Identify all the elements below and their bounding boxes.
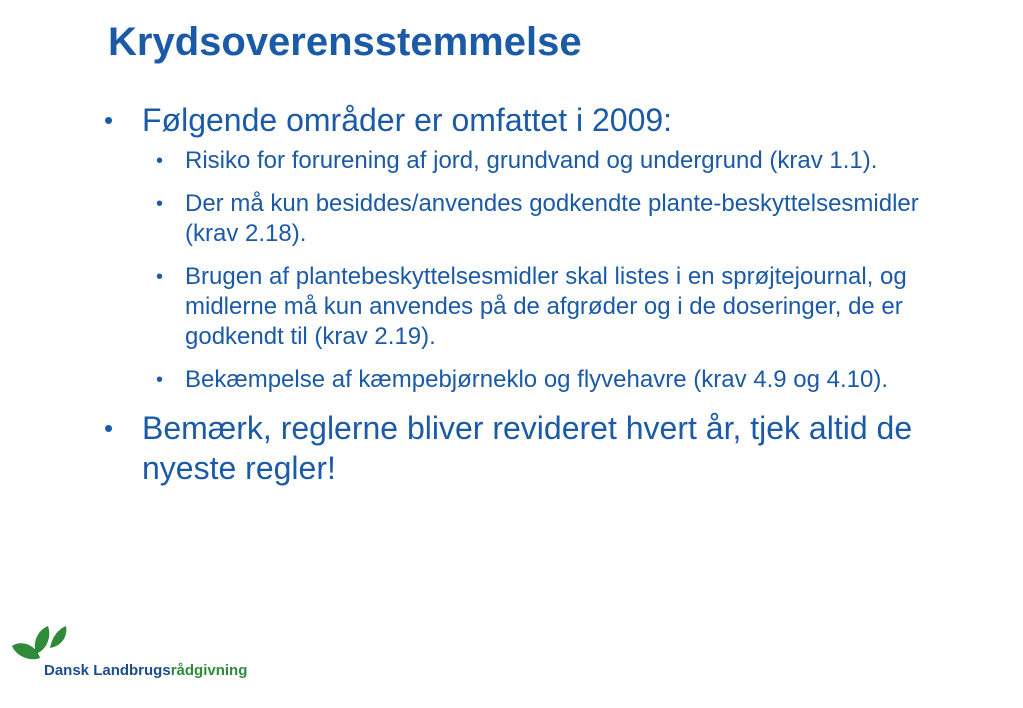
logo-text-part1: Dansk Landbrugs <box>44 662 171 679</box>
bullet-sub-1 <box>98 146 978 176</box>
bullet-sub-2 <box>98 189 978 249</box>
logo-text <box>44 662 247 679</box>
slide-title: Krydsoverensstemmelse <box>108 20 582 64</box>
bullet-sub-3-text: Brugen af plantebeskyttelsesmidler skal listes i en sprøjtejournal, og midlerne må kun anvendes på de afgrøder og i de doseringer, de er godkendt til (krav 2.19). <box>185 263 907 350</box>
bullet-sub-2-text: Der må kun besiddes/anvendes godkendte plante-beskyttelsesmidler (krav 2.18). <box>185 190 919 247</box>
bullet-dot-icon: • <box>156 266 164 288</box>
bullet-dot-icon: • <box>104 413 114 443</box>
bullet-dot-icon: • <box>156 150 164 172</box>
bullet-main-2-text: Bemærk, reglerne bliver revideret hvert år, tjek altid de nyeste regler! <box>142 410 913 486</box>
bullet-sub-1-text: Risiko for forurening af jord, grundvand og undergrund (krav 1.1). <box>185 147 878 174</box>
bullet-dot-icon: • <box>156 193 164 215</box>
logo-text-part2: rådgivning <box>170 662 248 679</box>
bullet-sub-4 <box>98 365 978 395</box>
bullet-sub-3 <box>98 262 978 352</box>
slide-content <box>98 100 978 494</box>
leaf-logo-icon <box>10 624 70 666</box>
bullet-main-1 <box>98 100 978 140</box>
bullet-main-1-text: Følgende områder er omfattet i 2009: <box>142 102 673 138</box>
bullet-dot-icon: • <box>156 369 164 391</box>
bullet-sub-4-text: Bekæmpelse af kæmpebjørneklo og flyvehavre (krav 4.9 og 4.10). <box>185 366 888 393</box>
bullet-main-2 <box>98 408 978 488</box>
company-logo <box>10 624 300 684</box>
bullet-dot-icon: • <box>104 105 114 135</box>
